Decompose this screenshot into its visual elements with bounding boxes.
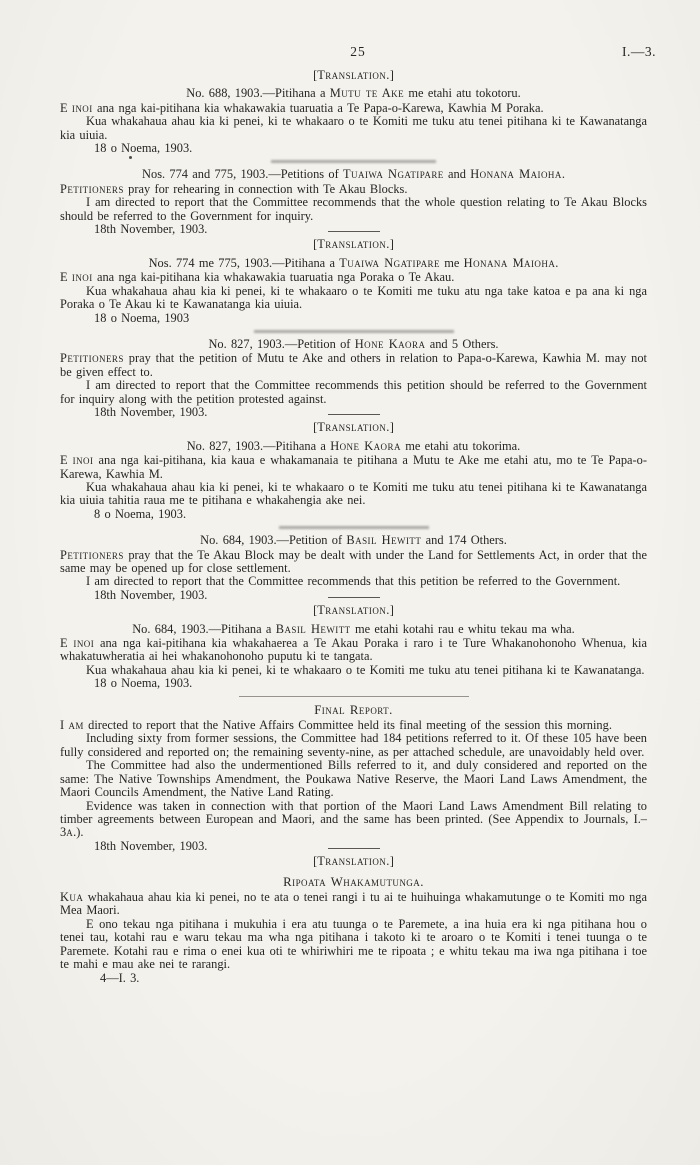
small-caps-text: Final Report. — [314, 702, 393, 717]
petition-heading — [60, 338, 647, 351]
date-line — [60, 508, 647, 521]
small-caps-text: Kua — [60, 889, 84, 904]
text-run: pray for rehearing in connection with Te Akau Blocks. — [123, 181, 408, 196]
text-run: Evidence was taken in connection with that portion of the Maori Land Laws Amendment Bill relating to timber agreements between European and Maori, and the same has been printed. (See Appendix to Journals, I.–3 — [60, 798, 647, 840]
section-divider — [239, 696, 469, 697]
small-caps-text: Honana Maioha — [470, 167, 562, 182]
text-run: 18 o Noema, 1903 — [94, 310, 190, 325]
text-run: No. 688, 1903.—Pitihana a — [186, 86, 330, 101]
text-run: I am directed to report that the Committee recommends that this petition be referred to the Government. — [86, 574, 621, 589]
text-run: . — [561, 167, 565, 182]
small-caps-text: Hone Kaora — [354, 336, 426, 351]
text-run: ] — [389, 68, 394, 82]
text-run: 4—I. 3. — [100, 971, 140, 986]
text-run: directed to report that the Native Affairs Committee held its final meeting of the session this morning. — [83, 718, 612, 733]
text-run: Including sixty from former sessions, the Committee had 184 petitions referred to it. Of these 105 have been fully considered and reported on; the remaining seventy-nine, as per attached schedule, are unavoidably held over. — [60, 731, 647, 759]
text-run: me etahi atu tokorima. — [400, 438, 521, 453]
small-caps-text: inoi — [71, 100, 93, 115]
section-divider — [279, 526, 429, 529]
text-run: Kua whakahaua ahau kia ki penei, ki te whakaaro o te Komiti me tuku atu tenei pitihana ki te Kawanatanga kia uiuia. — [60, 114, 647, 142]
text-run: . — [555, 255, 559, 270]
paragraph — [60, 285, 647, 312]
paragraph — [60, 196, 647, 223]
short-divider — [328, 414, 380, 415]
text-run: E — [60, 636, 74, 651]
small-caps-text: Translation. — [317, 68, 390, 82]
text-run: me etahi kotahi rau e whitu tekau ma wha. — [350, 621, 575, 636]
paragraph — [60, 271, 647, 284]
paragraph — [60, 454, 647, 481]
text-run: 8 o Noema, 1903. — [94, 506, 187, 521]
text-run: ] — [389, 420, 394, 435]
small-caps-text: am — [68, 718, 84, 733]
text-run: Kua whakahaua ahau kia ki penei, ki te whakaaro o te Komiti me tuku atu tenei pitihana ki te Kawanatanga kia uiuia tahitia raua me te pitihana e whakahengia ake nei. — [60, 479, 647, 508]
small-caps-text: Honana Maioha — [463, 255, 556, 270]
paragraph — [60, 759, 647, 799]
text-run: ana nga kai-pitihana kia whakawakia tuaruatia nga Poraka o Te Akau. — [92, 270, 455, 285]
petition-heading — [60, 168, 647, 181]
text-run: E — [60, 270, 72, 285]
text-run: I — [60, 718, 69, 733]
small-caps-text: inoi — [71, 270, 93, 285]
text-run: me — [439, 255, 464, 270]
paragraph — [60, 891, 647, 918]
text-run: 18th November, 1903. — [94, 222, 208, 237]
translation-label — [60, 421, 647, 434]
petition-heading — [60, 440, 647, 453]
translation-label — [60, 604, 647, 617]
date-line — [60, 312, 647, 325]
small-caps-text: a — [66, 825, 74, 840]
paragraph — [60, 102, 647, 115]
paragraph — [60, 732, 647, 759]
small-caps-text: inoi — [72, 453, 94, 468]
text-run: Kua whakahaua ahau kia ki penei, ki te whakaaro o te Komiti me tuku atu tenei pitihana ki te Kawanatanga. — [86, 662, 645, 677]
small-caps-text: Petitioners — [60, 351, 124, 366]
page-header — [60, 44, 656, 60]
text-run: The Committee had also the undermentioned Bills referred to it, and duly considered and reported on the same: The Native Townships Amendment, the Poukawa Native Reserve, the Maori Land Laws Amendment, the Maori Councils Amendment, the Native Land Rating. — [60, 758, 647, 800]
text-run: Kua whakahaua ahau kia ki penei, ki te whakaaro o te Komiti me tuku atu nga take katoa e pa ana ki nga Poraka o Te Akau ki te Kawanatanga kia uiuia. — [60, 283, 647, 312]
text-run: No. 827, 1903.—Petition of — [208, 336, 355, 351]
small-caps-text: Mutu te Ake — [329, 86, 405, 101]
text-run: E ono tekau nga pitihana i mukuhia i era atu tuunga o te Paremete, a ina huia era ki nga pitihana hou o tenei tau, kotahi rau e waru tekau ma wha nga pitihana i takoto ki te aroaro o te Komiti i tenei tuunga o te Paremete. Kotahi rau e rima o enei kua oti te whiriwhiri me te ripoata ; e whitu tekau ma iwa nga pitihana i toe te mahi e mau ake nei te rarangi. — [60, 916, 647, 971]
small-caps-text: Translation. — [317, 237, 390, 252]
text-run: No. 684, 1903.—Petition of — [200, 533, 347, 548]
text-run: Nos. 774 and 775, 1903.—Petitions of — [142, 167, 344, 182]
small-caps-text: Tuaiwa Ngatipare — [339, 255, 440, 270]
report-title — [60, 876, 647, 889]
text-run: [ — [313, 420, 318, 435]
small-caps-text: Petitioners — [60, 547, 124, 562]
text-run: ana nga kai-pitihana kia whakawakia tuaruatia a Te Papa-o-Karewa, Kawhia M Poraka. — [92, 100, 544, 115]
text-run: [ — [313, 68, 318, 82]
text-run: Nos. 774 me 775, 1903.—Pitihana a — [148, 255, 340, 270]
text-run: 18th November, 1903. — [94, 404, 208, 419]
small-caps-text: Translation. — [317, 420, 390, 435]
translation-label — [60, 855, 647, 868]
printer-signature — [60, 972, 647, 985]
text-run: ana nga kai-pitihana kia whakahaerea a Te Akau Poraka i raro i te Ture Whakanohonoho Whenua, kia whakatuwheratia ai hei whakanohonoho puputu ki te tangata. — [60, 636, 648, 664]
text-run: [ — [313, 603, 318, 618]
date-line — [60, 142, 647, 155]
text-run: .). — [73, 825, 84, 840]
text-run: me etahi atu tokotoru. — [404, 86, 521, 101]
petition-heading — [60, 623, 647, 636]
small-caps-text: Hone Kaora — [330, 438, 401, 453]
translation-label — [60, 238, 647, 251]
text-run: and 174 Others. — [421, 533, 507, 548]
paragraph — [60, 379, 647, 406]
text-run: 18 o Noema, 1903. — [94, 676, 193, 691]
text-run: pray that the Te Akau Block may be dealt with under the Land for Settlements Act, in order that the same may be opened up for close settlement. — [60, 547, 647, 575]
report-title — [60, 704, 647, 717]
petition-heading — [60, 87, 647, 100]
text-run: and — [443, 167, 471, 182]
text-run: No. 827, 1903.—Pitihana a — [186, 438, 331, 453]
paragraph — [60, 575, 647, 588]
text-run: ] — [389, 237, 394, 252]
document-reference: I.—3. — [622, 44, 656, 59]
section-divider — [254, 330, 454, 333]
short-divider — [328, 597, 380, 598]
paragraph — [60, 800, 647, 840]
text-run: ] — [389, 603, 394, 618]
paragraph — [60, 352, 647, 379]
text-run: 18th November, 1903. — [94, 587, 208, 602]
text-run: [ — [313, 237, 318, 252]
small-caps-text: Translation. — [317, 603, 390, 618]
small-caps-text: Translation. — [317, 854, 390, 869]
small-caps-text: Tuaiwa Ngatipare — [343, 167, 444, 182]
text-run: whakahaua ahau kia ki penei, no te ata o tenei rangi i tu ai te huihuinga whakamutunge o te Komiti mo nga Mea Maori. — [60, 889, 647, 918]
short-divider — [328, 231, 380, 232]
text-run: [ — [313, 854, 318, 869]
small-caps-text: inoi — [73, 636, 95, 651]
page-number: 25 — [350, 44, 366, 59]
document-content — [60, 67, 647, 986]
paragraph — [60, 637, 647, 664]
text-run: E — [60, 100, 72, 115]
paragraph — [60, 918, 647, 972]
section-divider — [271, 160, 436, 163]
text-run: No. 684, 1903.—Pitihana a — [132, 621, 276, 636]
short-divider — [328, 848, 380, 849]
date-line — [60, 677, 647, 690]
date-line — [60, 406, 647, 419]
small-caps-text: Petitioners — [60, 181, 124, 196]
petition-heading — [60, 257, 647, 270]
petition-heading — [60, 534, 647, 547]
text-run: 18 o Noema, 1903. — [94, 141, 193, 156]
date-line — [60, 840, 647, 853]
paragraph — [60, 115, 647, 142]
text-run: E — [60, 453, 73, 468]
paragraph — [60, 549, 647, 576]
small-caps-text: Ripoata Whakamutunga. — [283, 874, 424, 889]
translation-label — [60, 69, 647, 82]
small-caps-text: Basil Hewitt — [346, 533, 422, 548]
date-line — [60, 223, 647, 236]
text-run: I am directed to report that the Committee recommends this petition should be referred to the Government for inquiry along with the petition protested against. — [60, 378, 647, 406]
text-run: and 5 Others. — [425, 336, 499, 351]
date-line — [60, 589, 647, 602]
small-caps-text: Basil Hewitt — [275, 621, 351, 636]
text-run: I am directed to report that the Committee recommends that the whole question relating to Te Akau Blocks should be referred to the Government for inquiry. — [60, 195, 647, 223]
paragraph — [60, 481, 647, 508]
paragraph — [60, 183, 647, 196]
text-run: ana nga kai-pitihana, kia kaua e whakamanaia te pitihana a Mutu te Ake me etahi atu, mo te Te Papa-o-Karewa, Kawhia M. — [60, 453, 647, 481]
paragraph — [60, 664, 647, 677]
text-run: 18th November, 1903. — [94, 838, 208, 853]
text-run: ] — [389, 854, 394, 869]
text-run: pray that the petition of Mutu te Ake and others in relation to Papa-o-Karewa, Kawhia M. may not be given effect to. — [60, 351, 647, 379]
paragraph — [60, 719, 647, 732]
